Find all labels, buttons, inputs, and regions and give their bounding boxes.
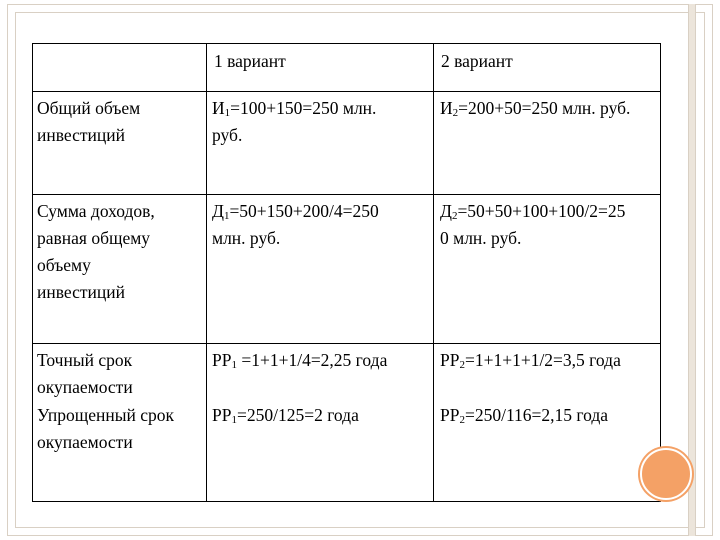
label-line: объему: [37, 255, 91, 275]
label-line: Сумма доходов,: [37, 201, 155, 221]
formula-subscript: 1: [224, 107, 231, 119]
formula-text: =50+150+200/4=250: [229, 201, 379, 221]
value-exact-payback-v1: [212, 347, 387, 374]
formula-text: =250/116=2,15 года: [464, 405, 609, 425]
formula-text: =100+150=250 млн.: [230, 98, 377, 118]
formula-subscript: 2: [451, 210, 458, 222]
comparison-table: [32, 43, 661, 502]
slide-right-decor-bar: [688, 4, 696, 536]
formula-subscript: 1: [223, 210, 230, 222]
value-income-v1: [212, 198, 379, 252]
row-label-investment: [37, 95, 140, 149]
decorative-orange-circle: [640, 448, 692, 500]
value-investment-v2: [440, 95, 630, 122]
formula-subscript: 2: [459, 359, 465, 371]
label-line: Упрощенный срок: [37, 405, 174, 425]
column-divider-1: [206, 44, 207, 501]
formula-symbol: РР: [440, 350, 460, 370]
label-line: Общий объем: [37, 98, 141, 118]
label-line: Точный срок: [37, 350, 133, 370]
label-line: окупаемости: [37, 432, 133, 452]
formula-text-cont: млн. руб.: [212, 228, 281, 248]
row-label-simple-payback: [37, 402, 174, 456]
value-simple-payback-v2: [440, 402, 608, 429]
formula-subscript: 1: [231, 414, 237, 426]
formula-subscript: 2: [452, 107, 459, 119]
formula-symbol: Д: [440, 201, 452, 221]
formula-symbol: РР: [440, 405, 460, 425]
value-investment-v1: [212, 95, 376, 149]
formula-text: =250/125=2 года: [236, 405, 359, 425]
header-variant-2: 2 вариант: [441, 51, 513, 71]
row-label-income: [37, 198, 155, 306]
formula-symbol: И: [440, 98, 453, 118]
header-variant-1: 1 вариант: [214, 51, 286, 71]
label-line: инвестиций: [37, 125, 125, 145]
label-line: окупаемости: [37, 377, 133, 397]
formula-text: =1+1+1/4=2,25 года: [236, 350, 388, 370]
row-divider-2: [33, 343, 660, 344]
column-divider-2: [433, 44, 434, 501]
formula-symbol: РР: [212, 350, 232, 370]
value-simple-payback-v1: [212, 402, 359, 429]
formula-symbol: И: [212, 98, 225, 118]
row-label-exact-payback: [37, 347, 133, 401]
label-line: инвестиций: [37, 282, 125, 302]
formula-text: =1+1+1+1/2=3,5 года: [464, 350, 621, 370]
formula-symbol: Д: [212, 201, 224, 221]
formula-text-cont: 0 млн. руб.: [440, 228, 522, 248]
row-divider-1: [33, 194, 660, 195]
label-line: равная общему: [37, 228, 151, 248]
value-income-v2: [440, 198, 625, 252]
formula-subscript: 2: [459, 414, 465, 426]
formula-text: =200+50=250 млн. руб.: [458, 98, 631, 118]
formula-text: =50+50+100+100/2=25: [457, 201, 626, 221]
row-divider-header: [33, 91, 660, 92]
formula-text-cont: руб.: [212, 125, 243, 145]
formula-symbol: РР: [212, 405, 232, 425]
formula-subscript: 1: [231, 359, 237, 371]
value-exact-payback-v2: [440, 347, 621, 374]
